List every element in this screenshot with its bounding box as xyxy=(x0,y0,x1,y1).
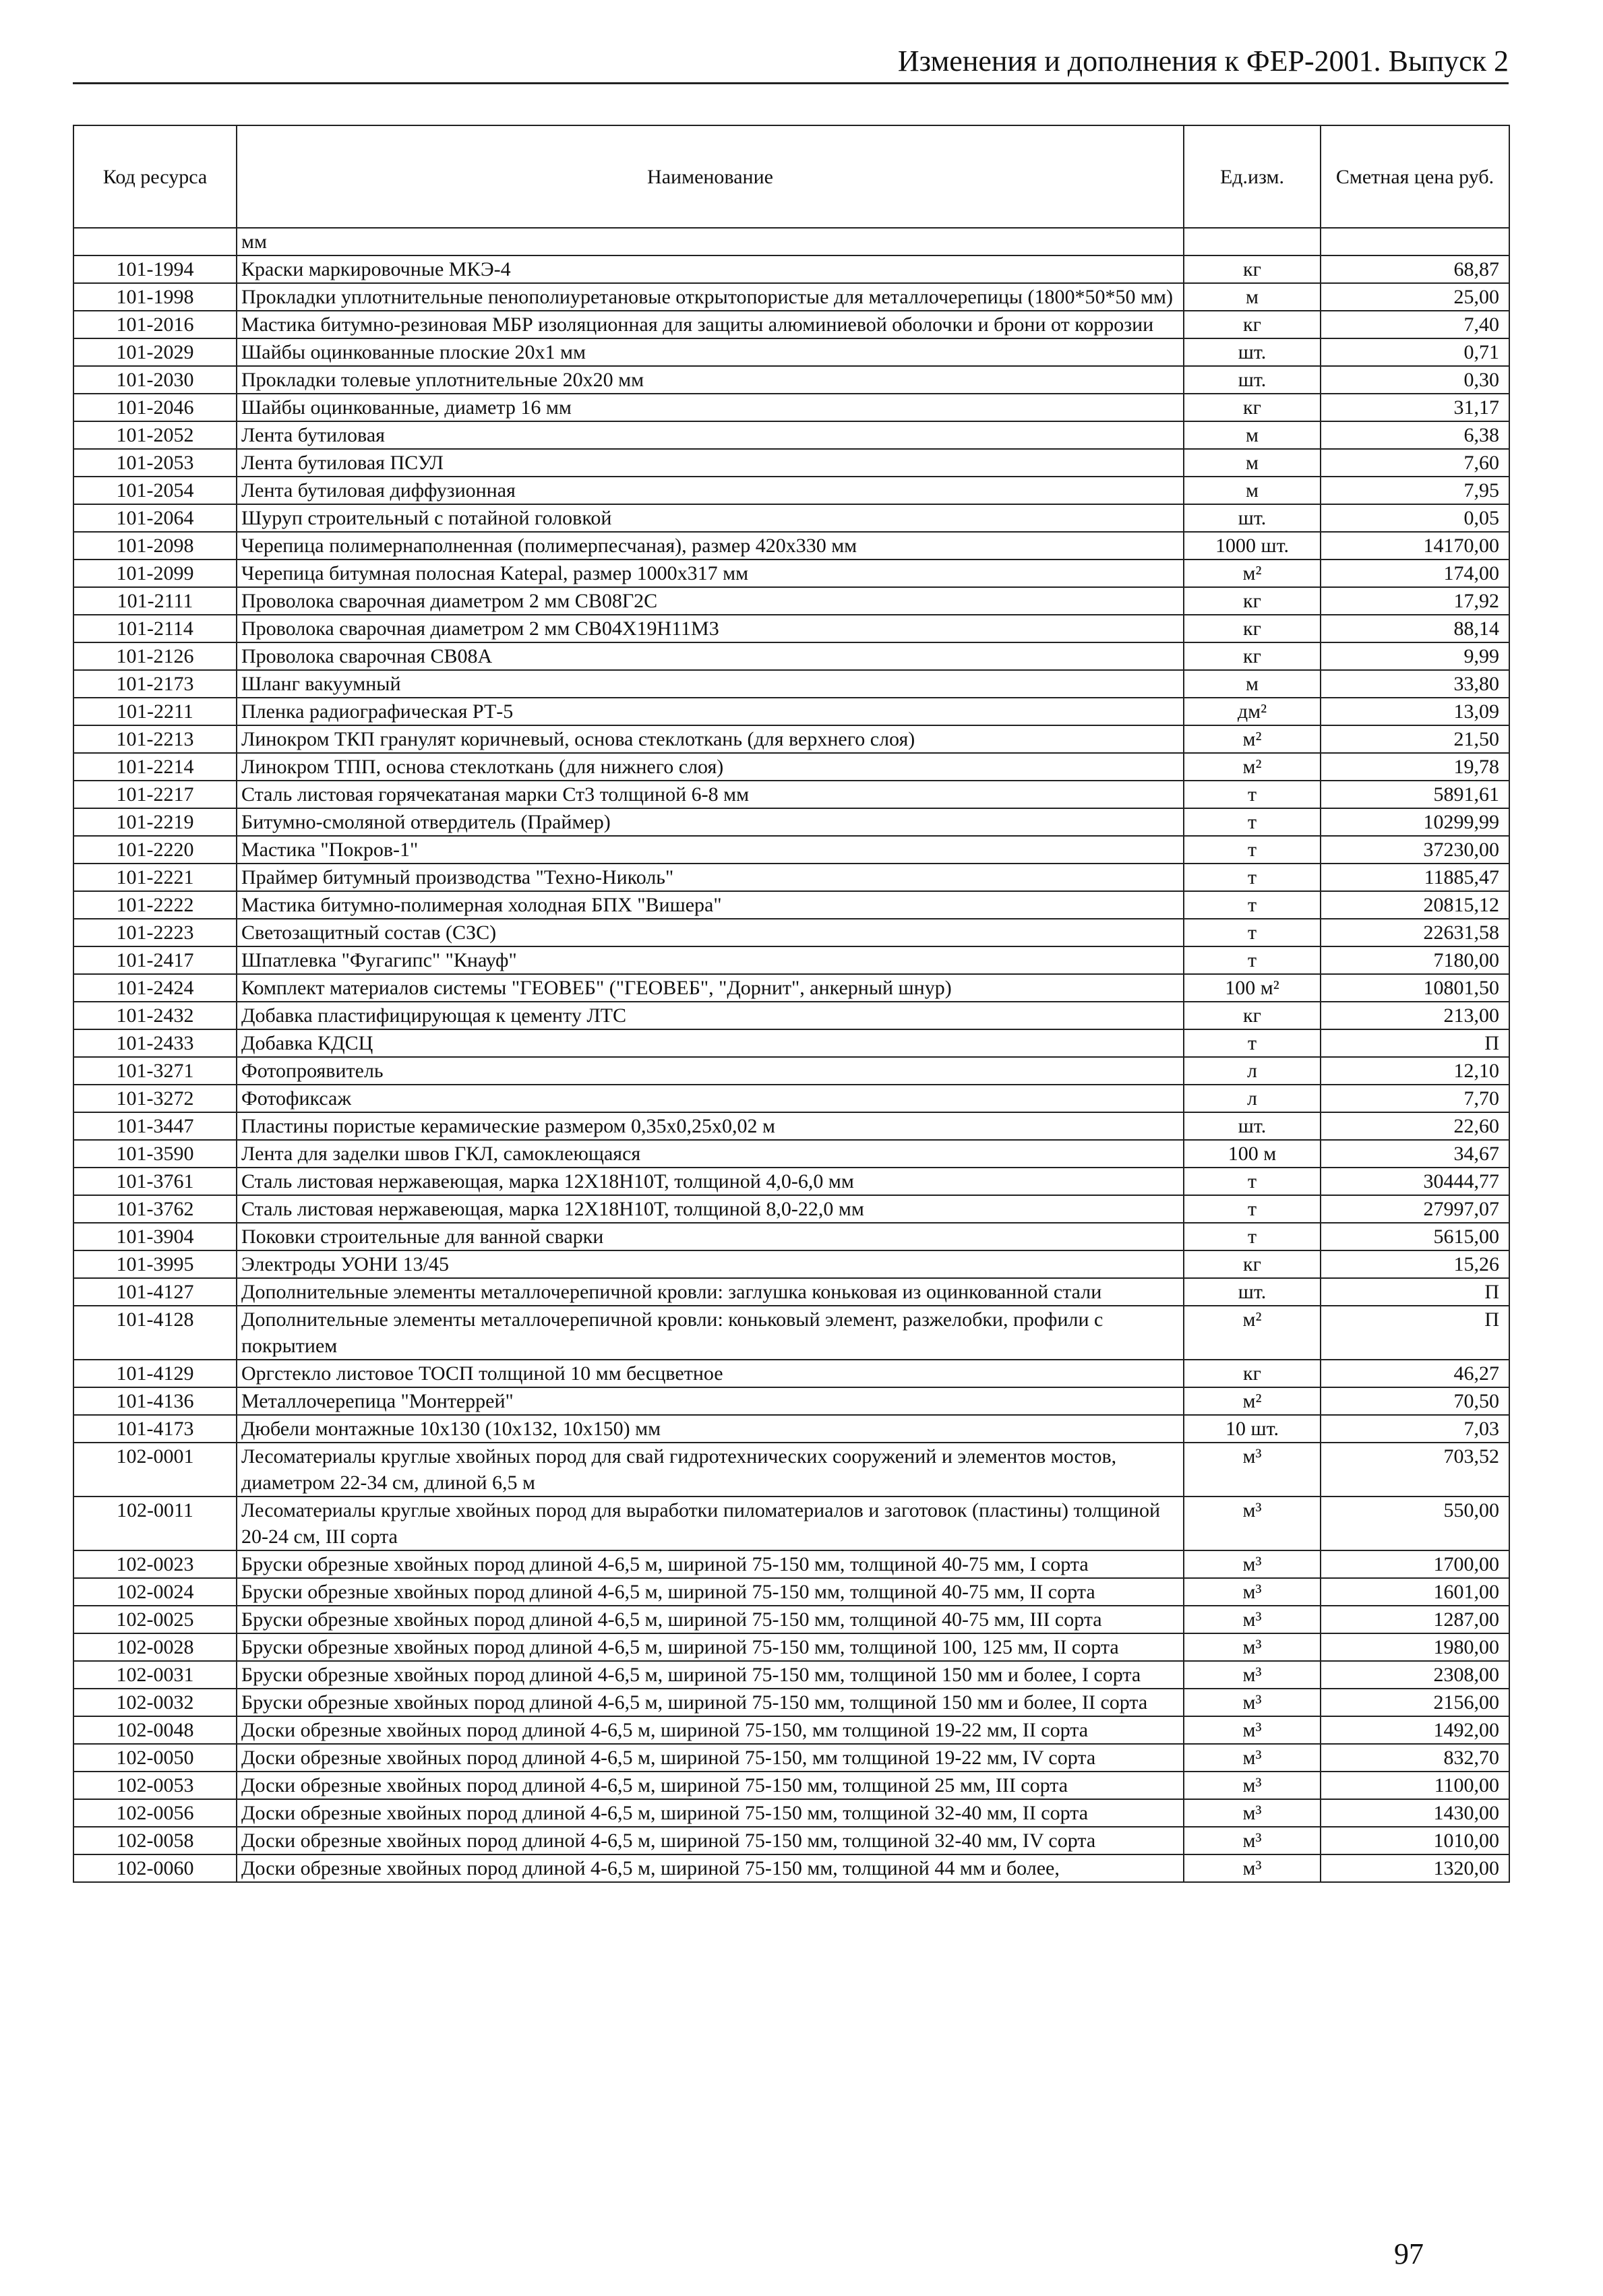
cell-name: Краски маркировочные МКЭ-4 xyxy=(237,255,1184,283)
cell-code: 101-2222 xyxy=(73,891,237,919)
cell-unit: м xyxy=(1184,449,1321,477)
cell-unit: м³ xyxy=(1184,1744,1321,1772)
cell-unit: т xyxy=(1184,864,1321,891)
cell-code: 101-4127 xyxy=(73,1278,237,1306)
table-row xyxy=(73,1360,1509,1387)
table-row xyxy=(73,421,1509,449)
table-row xyxy=(73,808,1509,836)
table-row xyxy=(73,228,1509,255)
cell-unit: м³ xyxy=(1184,1827,1321,1854)
page-header xyxy=(73,42,1509,84)
table-row xyxy=(73,725,1509,753)
cell-unit: кг xyxy=(1184,1002,1321,1029)
cell-price: 33,80 xyxy=(1321,670,1509,698)
cell-unit: м³ xyxy=(1184,1633,1321,1661)
cell-name: Доски обрезные хвойных пород длиной 4-6,5 м, шириной 75-150, мм толщиной 19-22 мм, II сорта xyxy=(237,1716,1184,1744)
cell-price: 1320,00 xyxy=(1321,1854,1509,1882)
cell-unit: шт. xyxy=(1184,1278,1321,1306)
cell-price: 37230,00 xyxy=(1321,836,1509,864)
cell-unit: м² xyxy=(1184,560,1321,587)
cell-code: 101-2098 xyxy=(73,532,237,560)
cell-price: 0,05 xyxy=(1321,504,1509,532)
cell-code: 102-0024 xyxy=(73,1578,237,1606)
cell-price: 10299,99 xyxy=(1321,808,1509,836)
cell-code: 101-3271 xyxy=(73,1057,237,1085)
cell-price: 832,70 xyxy=(1321,1744,1509,1772)
column-header-code: Код ресурса xyxy=(73,125,237,228)
cell-name: Бруски обрезные хвойных пород длиной 4-6,5 м, шириной 75-150 мм, толщиной 150 мм и более, I сорта xyxy=(237,1661,1184,1689)
cell-code: 101-2424 xyxy=(73,974,237,1002)
cell-price: 31,17 xyxy=(1321,394,1509,421)
cell-unit: м³ xyxy=(1184,1772,1321,1799)
cell-unit xyxy=(1184,228,1321,255)
cell-name: Комплект материалов системы "ГЕОВЕБ" ("ГЕОВЕБ", "Дорнит", анкерный шнур) xyxy=(237,974,1184,1002)
cell-unit: шт. xyxy=(1184,366,1321,394)
table-row xyxy=(73,532,1509,560)
cell-name: Пластины пористые керамические размером 0,35х0,25х0,02 м xyxy=(237,1112,1184,1140)
cell-unit: т xyxy=(1184,836,1321,864)
cell-name: Дюбели монтажные 10х130 (10х132, 10х150) мм xyxy=(237,1415,1184,1443)
cell-name: Дополнительные элементы металлочерепичной кровли: заглушка коньковая из оцинкованной стали xyxy=(237,1278,1184,1306)
cell-code: 101-4128 xyxy=(73,1306,237,1360)
cell-price: 7,95 xyxy=(1321,477,1509,504)
cell-name: Лента бутиловая xyxy=(237,421,1184,449)
cell-name: Лента для заделки швов ГКЛ, самоклеющаяся xyxy=(237,1140,1184,1168)
cell-price: 10801,50 xyxy=(1321,974,1509,1002)
cell-name: Добавка КДСЦ xyxy=(237,1029,1184,1057)
cell-code: 101-2030 xyxy=(73,366,237,394)
cell-price: 174,00 xyxy=(1321,560,1509,587)
cell-price: 30444,77 xyxy=(1321,1168,1509,1195)
cell-price: 1601,00 xyxy=(1321,1578,1509,1606)
table-row xyxy=(73,1085,1509,1112)
cell-price: 14170,00 xyxy=(1321,532,1509,560)
cell-name: Доски обрезные хвойных пород длиной 4-6,5 м, шириной 75-150, мм толщиной 19-22 мм, IV сорта xyxy=(237,1744,1184,1772)
cell-code: 101-2220 xyxy=(73,836,237,864)
cell-code: 101-2433 xyxy=(73,1029,237,1057)
cell-name: Линокром ТКП гранулят коричневый, основа стеклоткань (для верхнего слоя) xyxy=(237,725,1184,753)
table-row xyxy=(73,311,1509,338)
table-row xyxy=(73,1387,1509,1415)
cell-unit: м³ xyxy=(1184,1854,1321,1882)
cell-name: Дополнительные элементы металлочерепичной кровли: коньковый элемент, разжелобки, профили с покрытием xyxy=(237,1306,1184,1360)
cell-name: Поковки строительные для ванной сварки xyxy=(237,1223,1184,1250)
cell-code: 102-0031 xyxy=(73,1661,237,1689)
page-header-title: Изменения и дополнения к ФЕР-2001. Выпуск 2 xyxy=(897,44,1509,78)
cell-code: 101-3995 xyxy=(73,1250,237,1278)
cell-price: 1700,00 xyxy=(1321,1550,1509,1578)
cell-code: 101-2214 xyxy=(73,753,237,781)
cell-unit: м² xyxy=(1184,1306,1321,1360)
table-row xyxy=(73,587,1509,615)
cell-code: 101-2173 xyxy=(73,670,237,698)
cell-price: 6,38 xyxy=(1321,421,1509,449)
table-row xyxy=(73,891,1509,919)
cell-code: 101-3761 xyxy=(73,1168,237,1195)
table-row xyxy=(73,1415,1509,1443)
cell-name: Доски обрезные хвойных пород длиной 4-6,5 м, шириной 75-150 мм, толщиной 32-40 мм, IV сорта xyxy=(237,1827,1184,1854)
cell-price: 46,27 xyxy=(1321,1360,1509,1387)
cell-price: 9,99 xyxy=(1321,642,1509,670)
cell-unit: м³ xyxy=(1184,1443,1321,1497)
cell-unit: м³ xyxy=(1184,1578,1321,1606)
cell-code: 101-2217 xyxy=(73,781,237,808)
cell-name: Пленка радиографическая РТ-5 xyxy=(237,698,1184,725)
cell-code: 101-2213 xyxy=(73,725,237,753)
cell-code: 101-3904 xyxy=(73,1223,237,1250)
cell-price: 0,30 xyxy=(1321,366,1509,394)
cell-price: 550,00 xyxy=(1321,1497,1509,1550)
cell-price: П xyxy=(1321,1306,1509,1360)
cell-name: Бруски обрезные хвойных пород длиной 4-6,5 м, шириной 75-150 мм, толщиной 40-75 мм, I сорта xyxy=(237,1550,1184,1578)
table-row xyxy=(73,366,1509,394)
cell-code: 101-2054 xyxy=(73,477,237,504)
table-row xyxy=(73,1633,1509,1661)
table-row xyxy=(73,477,1509,504)
cell-name: Шланг вакуумный xyxy=(237,670,1184,698)
cell-name: Фотопроявитель xyxy=(237,1057,1184,1085)
cell-code: 101-1994 xyxy=(73,255,237,283)
cell-code: 101-2221 xyxy=(73,864,237,891)
cell-price: 22,60 xyxy=(1321,1112,1509,1140)
cell-name: Линокром ТПП, основа стеклоткань (для нижнего слоя) xyxy=(237,753,1184,781)
cell-price: 7,03 xyxy=(1321,1415,1509,1443)
cell-unit: 100 м xyxy=(1184,1140,1321,1168)
cell-name: Лесоматериалы круглые хвойных пород для выработки пиломатериалов и заготовок (пластины) толщиной 20-24 см, III сорта xyxy=(237,1497,1184,1550)
cell-name: Оргстекло листовое ТОСП толщиной 10 мм бесцветное xyxy=(237,1360,1184,1387)
cell-price: 1287,00 xyxy=(1321,1606,1509,1633)
table-row xyxy=(73,1716,1509,1744)
table-row xyxy=(73,338,1509,366)
cell-name: Светозащитный состав (СЗС) xyxy=(237,919,1184,946)
cell-price: 1010,00 xyxy=(1321,1827,1509,1854)
cell-price: 7180,00 xyxy=(1321,946,1509,974)
cell-unit: кг xyxy=(1184,255,1321,283)
cell-price: 1430,00 xyxy=(1321,1799,1509,1827)
cell-price: 213,00 xyxy=(1321,1002,1509,1029)
cell-price: 34,67 xyxy=(1321,1140,1509,1168)
table-row xyxy=(73,1550,1509,1578)
cell-code: 101-2052 xyxy=(73,421,237,449)
cell-unit: м² xyxy=(1184,1387,1321,1415)
cell-name: Лента бутиловая диффузионная xyxy=(237,477,1184,504)
cell-price: 1492,00 xyxy=(1321,1716,1509,1744)
column-header-unit: Ед.изм. xyxy=(1184,125,1321,228)
cell-name: Лента бутиловая ПСУЛ xyxy=(237,449,1184,477)
cell-unit: т xyxy=(1184,1223,1321,1250)
cell-unit: т xyxy=(1184,808,1321,836)
cell-unit: т xyxy=(1184,781,1321,808)
cell-unit: м³ xyxy=(1184,1799,1321,1827)
cell-name: Доски обрезные хвойных пород длиной 4-6,5 м, шириной 75-150 мм, толщиной 44 мм и более, xyxy=(237,1854,1184,1882)
cell-name: Бруски обрезные хвойных пород длиной 4-6,5 м, шириной 75-150 мм, толщиной 100, 125 мм, II сорта xyxy=(237,1633,1184,1661)
table-row xyxy=(73,919,1509,946)
cell-name: Прокладки толевые уплотнительные 20х20 мм xyxy=(237,366,1184,394)
table-row xyxy=(73,1772,1509,1799)
table-row xyxy=(73,1140,1509,1168)
cell-name: Шпатлевка "Фугагипс" "Кнауф" xyxy=(237,946,1184,974)
cell-unit: т xyxy=(1184,946,1321,974)
cell-price: 12,10 xyxy=(1321,1057,1509,1085)
cell-code: 101-3447 xyxy=(73,1112,237,1140)
cell-name: Праймер битумный производства "Техно-Николь" xyxy=(237,864,1184,891)
cell-price: 22631,58 xyxy=(1321,919,1509,946)
cell-price: 1980,00 xyxy=(1321,1633,1509,1661)
cell-code: 101-3590 xyxy=(73,1140,237,1168)
cell-name: Проволока сварочная СВ08А xyxy=(237,642,1184,670)
cell-code: 101-1998 xyxy=(73,283,237,311)
cell-name: Черепица полимернаполненная (полимерпесчаная), размер 420х330 мм xyxy=(237,532,1184,560)
table-row xyxy=(73,1250,1509,1278)
cell-price: 21,50 xyxy=(1321,725,1509,753)
table-row xyxy=(73,753,1509,781)
table-row xyxy=(73,1578,1509,1606)
table-row xyxy=(73,1606,1509,1633)
cell-price: 20815,12 xyxy=(1321,891,1509,919)
cell-unit: т xyxy=(1184,919,1321,946)
cell-code: 101-2219 xyxy=(73,808,237,836)
cell-price: 27997,07 xyxy=(1321,1195,1509,1223)
cell-name: Сталь листовая нержавеющая, марка 12Х18Н10Т, толщиной 4,0-6,0 мм xyxy=(237,1168,1184,1195)
cell-unit: м xyxy=(1184,421,1321,449)
cell-name: Доски обрезные хвойных пород длиной 4-6,5 м, шириной 75-150 мм, толщиной 25 мм, III сорта xyxy=(237,1772,1184,1799)
cell-code: 101-4129 xyxy=(73,1360,237,1387)
cell-code: 102-0023 xyxy=(73,1550,237,1578)
cell-code: 101-2417 xyxy=(73,946,237,974)
cell-code: 101-2016 xyxy=(73,311,237,338)
cell-unit: кг xyxy=(1184,1360,1321,1387)
cell-name: Мастика битумно-полимерная холодная БПХ "Вишера" xyxy=(237,891,1184,919)
table-row xyxy=(73,781,1509,808)
cell-price: 88,14 xyxy=(1321,615,1509,642)
column-header-name: Наименование xyxy=(237,125,1184,228)
table-row xyxy=(73,642,1509,670)
cell-price: 15,26 xyxy=(1321,1250,1509,1278)
cell-unit: шт. xyxy=(1184,1112,1321,1140)
cell-unit: шт. xyxy=(1184,338,1321,366)
table-row xyxy=(73,394,1509,421)
cell-unit: м xyxy=(1184,670,1321,698)
table-row xyxy=(73,255,1509,283)
table-row xyxy=(73,1278,1509,1306)
cell-unit: т xyxy=(1184,1029,1321,1057)
cell-name: Доски обрезные хвойных пород длиной 4-6,5 м, шириной 75-150 мм, толщиной 32-40 мм, II сорта xyxy=(237,1799,1184,1827)
table-row xyxy=(73,836,1509,864)
cell-unit: 1000 шт. xyxy=(1184,532,1321,560)
cell-name: Бруски обрезные хвойных пород длиной 4-6,5 м, шириной 75-150 мм, толщиной 40-75 мм, II сорта xyxy=(237,1578,1184,1606)
table-row xyxy=(73,1689,1509,1716)
column-header-price: Сметная цена руб. xyxy=(1321,125,1509,228)
cell-name: Проволока сварочная диаметром 2 мм СВ04Х19Н11М3 xyxy=(237,615,1184,642)
cell-unit: м³ xyxy=(1184,1497,1321,1550)
cell-code: 101-2223 xyxy=(73,919,237,946)
cell-price: 19,78 xyxy=(1321,753,1509,781)
cell-name: Черепица битумная полосная Katepal, размер 1000х317 мм xyxy=(237,560,1184,587)
cell-unit: л xyxy=(1184,1057,1321,1085)
cell-code: 101-2046 xyxy=(73,394,237,421)
table-row xyxy=(73,615,1509,642)
cell-code: 102-0056 xyxy=(73,1799,237,1827)
table-row xyxy=(73,1195,1509,1223)
cell-name: Шайбы оцинкованные плоские 20х1 мм xyxy=(237,338,1184,366)
table-row xyxy=(73,974,1509,1002)
cell-price: 7,60 xyxy=(1321,449,1509,477)
cell-name: Проволока сварочная диаметром 2 мм СВ08Г2С xyxy=(237,587,1184,615)
cell-unit: м³ xyxy=(1184,1716,1321,1744)
cell-unit: м³ xyxy=(1184,1606,1321,1633)
cell-code: 101-2211 xyxy=(73,698,237,725)
cell-unit: м² xyxy=(1184,725,1321,753)
cell-unit: м² xyxy=(1184,753,1321,781)
table-row xyxy=(73,1057,1509,1085)
table-row xyxy=(73,1744,1509,1772)
page-number: 97 xyxy=(1394,2237,1424,2270)
cell-price: 1100,00 xyxy=(1321,1772,1509,1799)
cell-name: Сталь листовая нержавеющая, марка 12Х18Н10Т, толщиной 8,0-22,0 мм xyxy=(237,1195,1184,1223)
cell-unit: м³ xyxy=(1184,1661,1321,1689)
table-body xyxy=(73,228,1509,1882)
table-row xyxy=(73,1223,1509,1250)
cell-price: П xyxy=(1321,1029,1509,1057)
cell-name: Прокладки уплотнительные пенополиуретановые открытопористые для металлочерепицы (1800*50*50 мм) xyxy=(237,283,1184,311)
cell-code: 101-3762 xyxy=(73,1195,237,1223)
cell-name: Мастика "Покров-1" xyxy=(237,836,1184,864)
table-row xyxy=(73,449,1509,477)
cell-price: 70,50 xyxy=(1321,1387,1509,1415)
table-row xyxy=(73,504,1509,532)
cell-price: 13,09 xyxy=(1321,698,1509,725)
cell-code: 102-0058 xyxy=(73,1827,237,1854)
cell-name: Сталь листовая горячекатаная марки Ст3 толщиной 6-8 мм xyxy=(237,781,1184,808)
cell-name: Лесоматериалы круглые хвойных пород для свай гидротехнических сооружений и элементов мостов, диаметром 22-34 см, длиной 6,5 м xyxy=(237,1443,1184,1497)
table-row xyxy=(73,670,1509,698)
cell-price: 5615,00 xyxy=(1321,1223,1509,1250)
cell-code: 101-2064 xyxy=(73,504,237,532)
cell-unit: м³ xyxy=(1184,1689,1321,1716)
table-row xyxy=(73,1854,1509,1882)
cell-price: 7,70 xyxy=(1321,1085,1509,1112)
cell-unit: м xyxy=(1184,477,1321,504)
table-row xyxy=(73,1443,1509,1497)
cell-price: 25,00 xyxy=(1321,283,1509,311)
cell-unit: т xyxy=(1184,891,1321,919)
cell-code: 102-0011 xyxy=(73,1497,237,1550)
cell-code: 102-0032 xyxy=(73,1689,237,1716)
cell-unit: кг xyxy=(1184,587,1321,615)
cell-code: 102-0025 xyxy=(73,1606,237,1633)
cell-code: 101-4173 xyxy=(73,1415,237,1443)
cell-unit: кг xyxy=(1184,642,1321,670)
cell-unit: 100 м² xyxy=(1184,974,1321,1002)
cell-price: 11885,47 xyxy=(1321,864,1509,891)
cell-code: 102-0048 xyxy=(73,1716,237,1744)
cell-code: 102-0001 xyxy=(73,1443,237,1497)
cell-code: 101-4136 xyxy=(73,1387,237,1415)
cell-unit: т xyxy=(1184,1168,1321,1195)
cell-price: 0,71 xyxy=(1321,338,1509,366)
cell-unit: шт. xyxy=(1184,504,1321,532)
cell-code: 102-0060 xyxy=(73,1854,237,1882)
table-header-row xyxy=(73,125,1509,228)
cell-unit: м³ xyxy=(1184,1550,1321,1578)
cell-code: 101-2111 xyxy=(73,587,237,615)
cell-unit: кг xyxy=(1184,311,1321,338)
cell-price: 68,87 xyxy=(1321,255,1509,283)
table-row xyxy=(73,1306,1509,1360)
table-row xyxy=(73,1168,1509,1195)
cell-price: 5891,61 xyxy=(1321,781,1509,808)
cell-code: 102-0028 xyxy=(73,1633,237,1661)
cell-code xyxy=(73,228,237,255)
cell-unit: 10 шт. xyxy=(1184,1415,1321,1443)
cell-name: Шуруп строительный с потайной головкой xyxy=(237,504,1184,532)
cell-price: 7,40 xyxy=(1321,311,1509,338)
cell-unit: кг xyxy=(1184,1250,1321,1278)
cell-price: 2156,00 xyxy=(1321,1689,1509,1716)
cell-code: 101-2114 xyxy=(73,615,237,642)
table-row xyxy=(73,698,1509,725)
cell-price: 703,52 xyxy=(1321,1443,1509,1497)
table-row xyxy=(73,864,1509,891)
cell-name: Добавка пластифицирующая к цементу ЛТС xyxy=(237,1002,1184,1029)
cell-code: 102-0053 xyxy=(73,1772,237,1799)
cell-unit: кг xyxy=(1184,394,1321,421)
table-row xyxy=(73,1799,1509,1827)
table-row xyxy=(73,1029,1509,1057)
cell-unit: кг xyxy=(1184,615,1321,642)
price-table xyxy=(73,125,1510,1883)
cell-code: 101-2053 xyxy=(73,449,237,477)
cell-name: Мастика битумно-резиновая МБР изоляционная для защиты алюминиевой оболочки и брони от коррозии xyxy=(237,311,1184,338)
cell-name: Бруски обрезные хвойных пород длиной 4-6,5 м, шириной 75-150 мм, толщиной 40-75 мм, III сорта xyxy=(237,1606,1184,1633)
cell-code: 101-2432 xyxy=(73,1002,237,1029)
cell-name: Шайбы оцинкованные, диаметр 16 мм xyxy=(237,394,1184,421)
cell-code: 101-2029 xyxy=(73,338,237,366)
table-row xyxy=(73,1661,1509,1689)
cell-unit: л xyxy=(1184,1085,1321,1112)
cell-code: 101-2126 xyxy=(73,642,237,670)
table-row xyxy=(73,946,1509,974)
table-row xyxy=(73,560,1509,587)
cell-price: 17,92 xyxy=(1321,587,1509,615)
cell-name: Фотофиксаж xyxy=(237,1085,1184,1112)
cell-name: Металлочерепица "Монтеррей" xyxy=(237,1387,1184,1415)
cell-unit: т xyxy=(1184,1195,1321,1223)
cell-price xyxy=(1321,228,1509,255)
table-row xyxy=(73,1002,1509,1029)
cell-name: Бруски обрезные хвойных пород длиной 4-6,5 м, шириной 75-150 мм, толщиной 150 мм и более, II сорта xyxy=(237,1689,1184,1716)
table-row xyxy=(73,1497,1509,1550)
cell-code: 101-2099 xyxy=(73,560,237,587)
cell-unit: дм² xyxy=(1184,698,1321,725)
cell-name: Электроды УОНИ 13/45 xyxy=(237,1250,1184,1278)
cell-name: мм xyxy=(237,228,1184,255)
cell-price: 2308,00 xyxy=(1321,1661,1509,1689)
table-row xyxy=(73,1827,1509,1854)
cell-unit: м xyxy=(1184,283,1321,311)
cell-code: 101-3272 xyxy=(73,1085,237,1112)
cell-code: 102-0050 xyxy=(73,1744,237,1772)
table-row xyxy=(73,283,1509,311)
table-row xyxy=(73,1112,1509,1140)
cell-price: П xyxy=(1321,1278,1509,1306)
cell-name: Битумно-смоляной отвердитель (Праймер) xyxy=(237,808,1184,836)
